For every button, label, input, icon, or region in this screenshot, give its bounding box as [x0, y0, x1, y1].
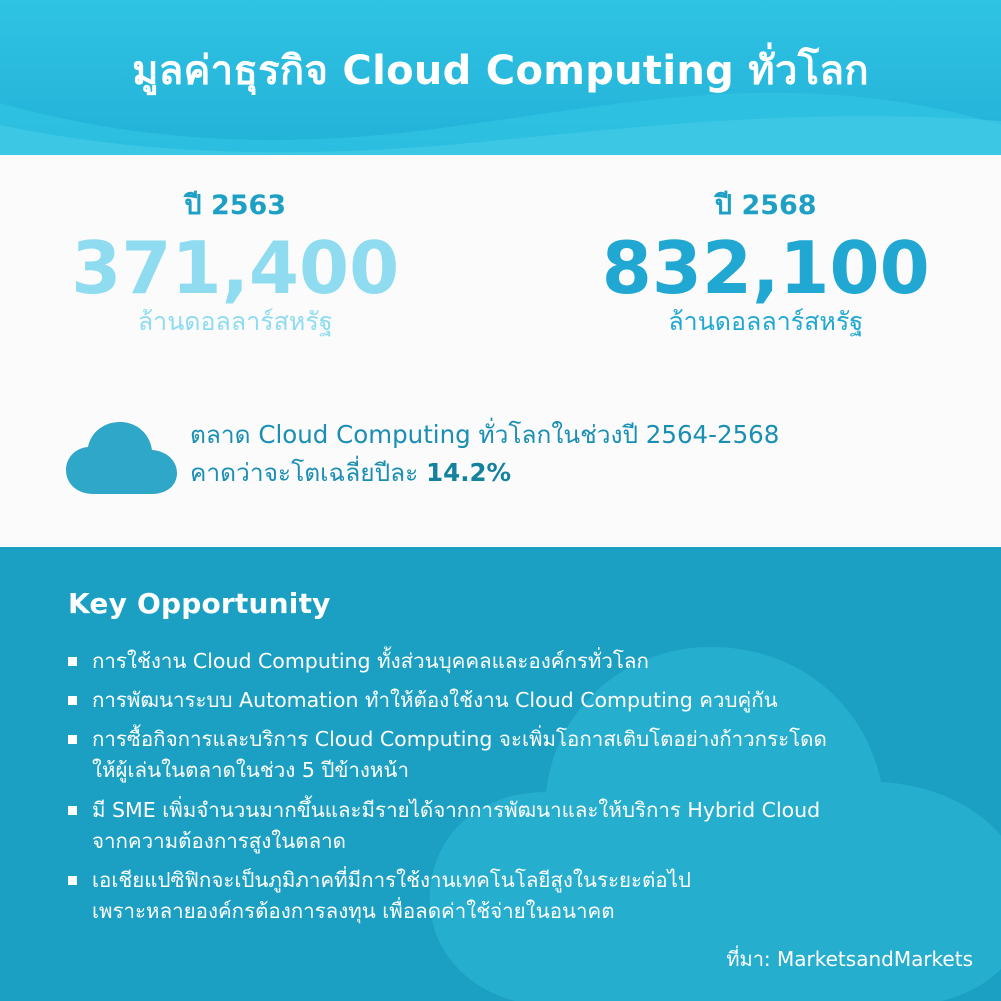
stat-2568: [511, 190, 1001, 337]
list-item: [68, 685, 941, 716]
bullet-square-icon: [68, 657, 77, 666]
list-item-line-2: ให้ผู้เล่นในตลาดในช่วง 5 ปีข้างหน้า: [92, 758, 409, 783]
cloud-icon: [60, 416, 190, 506]
list-item-line-1: การใช้งาน Cloud Computing ทั้งส่วนบุคคลและองค์กรทั่วโลก: [92, 649, 649, 673]
list-item-line-1: มี SME เพิ่มจำนวนมากขึ้นและมีรายได้จากการพัฒนาและให้บริการ Hybrid Cloud: [92, 797, 821, 822]
stat-year-label: ปี 2563: [184, 190, 287, 221]
stat-unit-label: ล้านดอลลาร์สหรัฐ: [137, 307, 333, 337]
page-title: มูลค่าธุรกิจ Cloud Computing ทั่วโลก: [132, 48, 869, 94]
growth-line-1: ตลาด Cloud Computing ทั่วโลกในช่วงปี 2564-2568: [190, 420, 780, 449]
stat-value: 832,100: [601, 226, 930, 311]
bullet-square-icon: [68, 696, 77, 705]
list-item-line-1: การพัฒนาระบบ Automation ทำให้ต้องใช้งาน Cloud Computing ควบคู่กัน: [92, 688, 778, 713]
stats-row: [0, 190, 1001, 337]
bullet-square-icon: [68, 806, 77, 815]
key-opportunity-panel: [0, 547, 1001, 1001]
list-item: [68, 646, 941, 677]
source-credit: ที่มา: MarketsandMarkets: [726, 947, 973, 971]
stat-2563: [0, 190, 511, 337]
growth-text: [190, 410, 960, 492]
header-banner: [0, 0, 1001, 155]
list-item: [68, 795, 941, 857]
list-item-line-2: เพราะหลายองค์กรต้องการลงทุน เพื่อลดค่าใช้จ่ายในอนาคต: [92, 899, 615, 924]
stat-unit-label: ล้านดอลลาร์สหรัฐ: [668, 307, 864, 337]
list-item-line-2: จากความต้องการสูงในตลาด: [92, 828, 346, 853]
growth-rate: 14.2%: [426, 457, 512, 487]
key-opportunity-content: [0, 547, 1001, 927]
stats-panel: [0, 155, 1001, 547]
list-item-line-1: การซื้อกิจการและบริการ Cloud Computing จะเพิ่มโอกาสเติบโตอย่างก้าวกระโดด: [92, 727, 827, 752]
stat-year-label: ปี 2568: [714, 190, 817, 221]
growth-note: [60, 410, 960, 506]
stat-value: 371,400: [71, 226, 400, 311]
key-opportunity-list: [68, 646, 941, 927]
bullet-square-icon: [68, 735, 77, 744]
growth-line-2-prefix: คาดว่าจะโตเฉลี่ยปีละ: [190, 457, 427, 487]
bullet-square-icon: [68, 876, 77, 885]
growth-line-2: [190, 454, 960, 492]
list-item: [68, 865, 941, 927]
key-opportunity-title: Key Opportunity: [68, 587, 331, 620]
list-item-line-1: เอเชียแปซิฟิกจะเป็นภูมิภาคที่มีการใช้งานเทคโนโลยีสูงในระยะต่อไป: [92, 867, 691, 892]
list-item: [68, 724, 941, 786]
